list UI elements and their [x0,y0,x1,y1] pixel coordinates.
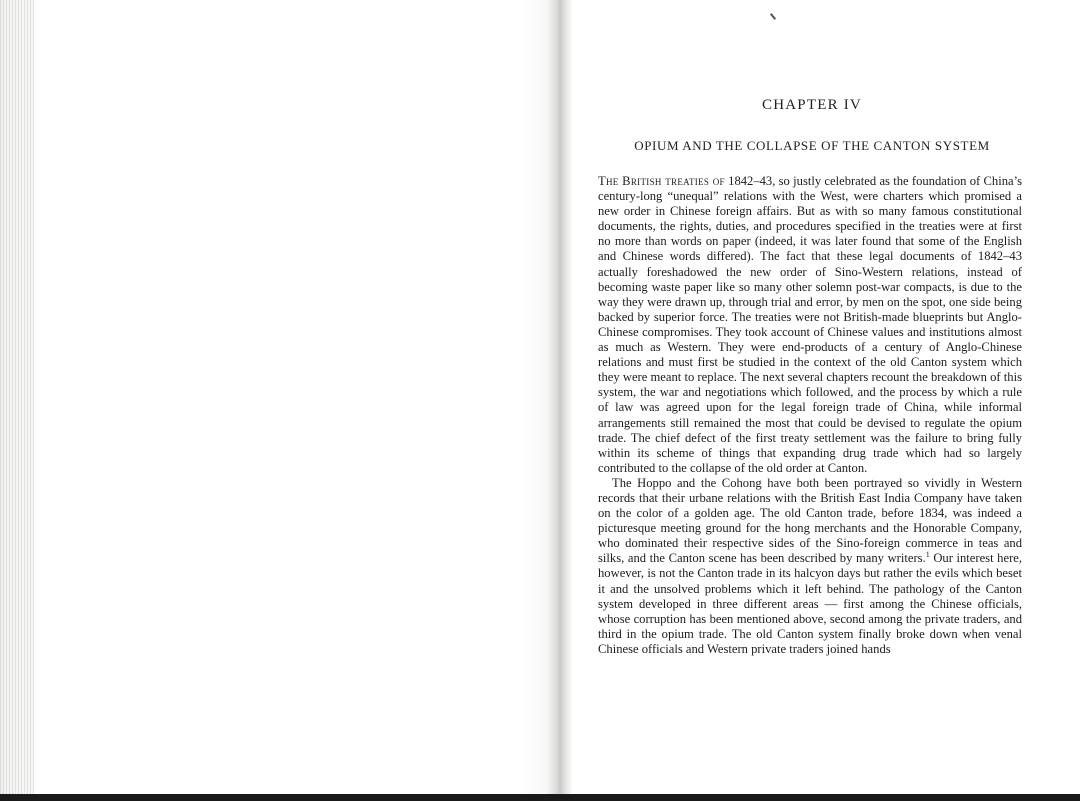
body-text [598,174,1022,657]
bottom-scan-shadow [0,794,1080,801]
paragraph-2-text-b: Our interest here, however, is not the Canton trade in its halcyon days but rather the evils which beset it and the unsolved problems which it left behind. The pathology of the Canton system developed in three different areas — first among the Chinese officials, whose corruption has been mentioned above, second among the private traders, and third in the opium trade. The old Canton system finally broke down when venal Chinese officials and Western private traders joined hands [598,551,1023,656]
paragraph-2-text-a: The Hoppo and the Cohong have both been portrayed so vividly in Western records that their urbane relations with the British East India Company have taken on the color of a golden age. The old Canton trade, before 1834, was indeed a picturesque meeting ground for the hong merchants and the Honorable Company, who dominated their respective sides of the Sino-foreign commerce in teas and silks, and the Canton scene has been described by many writers. [598,475,1022,566]
chapter-title: OPIUM AND THE COLLAPSE OF THE CANTON SYSTEM [634,138,990,153]
paragraph-1 [598,174,1022,476]
footnote-marker: 1 [925,550,930,560]
page-edge-strips [0,0,34,794]
paragraph-lead: The British treaties of [598,174,725,188]
chapter-heading: CHAPTER IV [762,97,862,113]
paragraph-1-text: 1842–43, so justly celebrated as the foundation of China’s century-long “unequal” relations with the West, were charters which promised a new order in Chinese foreign affairs. But as with so many famous constitutional documents, the rights, duties, and procedures specified in the treaties were at first no more than words on paper (indeed, it was later found that some of the English and Chinese words differed). The fact that these legal documents of 1842–43 actually foreshadowed the new order of Sino-Western relations, instead of becoming waste paper like so many other solemn post-war compacts, is due to the way they were drawn up, through trial and error, by men on the spot, one side being backed by superior force. The treaties were not British-made blueprints but Anglo-Chinese compromises. They took account of Chinese values and institutions almost as much as Western. They were end-products of a century of Anglo-Chinese relations and must first be studied in the context of the old Canton system which they were meant to replace. The next several chapters recount the breakdown of this system, the war and negotiations which followed, and the process by which a rule of law was agreed upon for the legal foreign trade of China, while informal arrangements still remained the most that could be devised to regulate the opium trade. The chief defect of the first treaty settlement was the failure to bring fully within its scheme of things that expanding drug trade which had so largely contributed to the collapse of the old order at Canton. [598,174,1022,475]
book-gutter [548,0,572,794]
paragraph-2 [598,476,1022,657]
